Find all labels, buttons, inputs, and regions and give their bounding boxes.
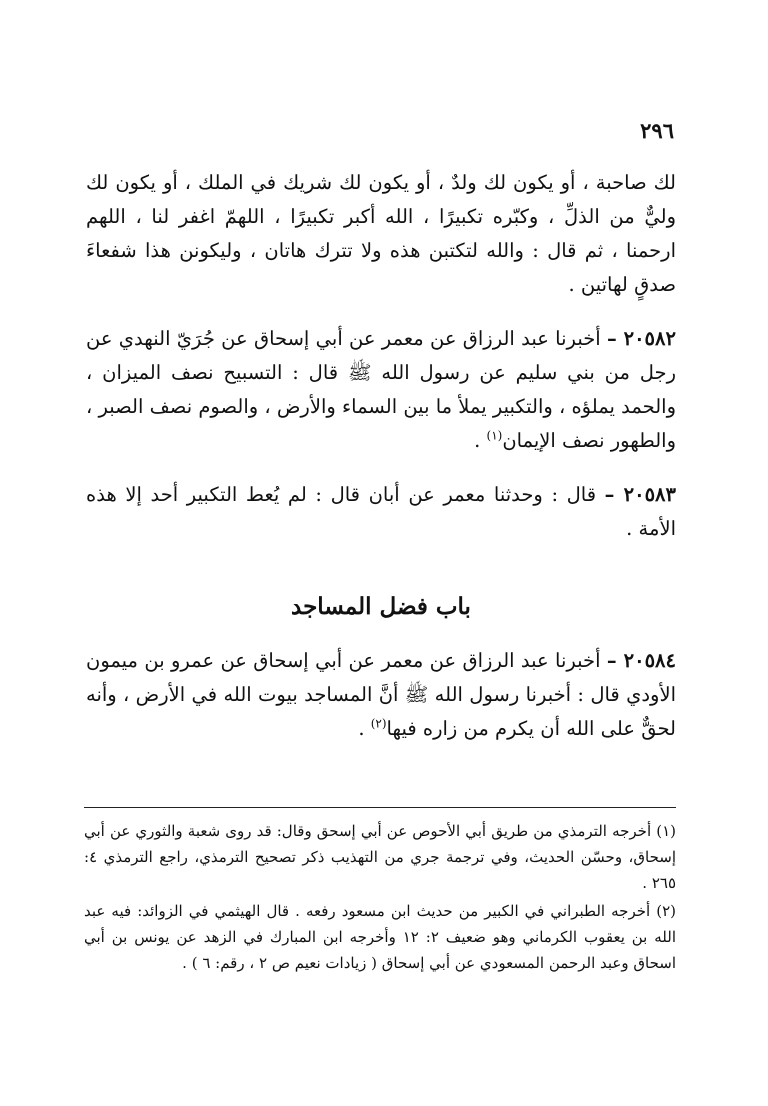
footnote-1: (١) أخرجه الترمذي من طريق أبي الأحوص عن أبي إسحق وقال: قد روى شعبة والثوري عن أبي إسحاق، وحسّن الحديث، وفي ترجمة جري من التهذيب ذكر تصحيح الترمذي، راجع الترمذي ٤: ٢٦٥ . <box>84 822 676 892</box>
hadith-number: ٢٠٥٨٣ – <box>604 483 676 506</box>
footnote-reference: (٢) <box>370 716 387 731</box>
hadith-number: ٢٠٥٨٤ – <box>606 649 677 672</box>
hadith-end: . <box>474 429 487 452</box>
hadith-text: أخبرنا عبد الرزاق عن معمر عن أبي إسحاق عن جُرَيّ النهدي عن رجل من بني سليم عن رسول الله ﷺ قال : التسبيح نصف الميزان ، والحمد يملؤه ، والتكبير يملأ ما بين السماء والأرض ، والصوم نصف الصبر ، والطهور نصف الإيمان <box>86 327 676 452</box>
hadith-number: ٢٠٥٨٢ – <box>606 327 676 350</box>
hadith-text: قال : وحدثنا معمر عن أبان قال : لم يُعط التكبير أحد إلا هذه الأمة . <box>86 483 676 540</box>
hadith-20583 <box>86 478 676 546</box>
hadith-20584 <box>86 644 676 746</box>
hadith-text: أخبرنا عبد الرزاق عن معمر عن أبي إسحاق عن عمرو بن ميمون الأودي قال : أخبرنا رسول الله ﷺ أنَّ المساجد بيوت الله في الأرض ، وأنه لحقٌّ على الله أن يكرم من زاره فيها <box>86 649 676 740</box>
continuation-paragraph: لك صاحبة ، أو يكون لك ولدٌ ، أو يكون لك شريك في الملك ، أو يكون لك وليٌّ من الذلِّ ، وكبّره تكبيرًا ، الله أكبر تكبيرًا ، اللهمّ اغفر لنا ، اللهم ارحمنا ، ثم قال : والله لتكتبن هذه ولا تترك هاتان ، وليكونن هذا شفعاءَ صدقٍ لهاتين . <box>86 171 676 296</box>
footnote-divider <box>84 807 676 808</box>
hadith-end: . <box>358 717 371 740</box>
hadith-20582 <box>86 322 676 458</box>
footnote-reference: (١) <box>486 428 503 443</box>
main-text <box>86 166 676 766</box>
page-number: ٢٩٦ <box>640 118 674 143</box>
chapter-title: باب فضل المساجد <box>291 593 471 620</box>
footnotes <box>84 818 676 978</box>
footnote-2: (٢) أخرجه الطبراني في الكبير من حديث ابن مسعود رفعه . قال الهيثمي في الزوائد: فيه عبد الله بن يعقوب الكرماني وهو ضعيف ٢: ١٢ وأخرجه ابن المبارك في الزهد عن يونس بن أبي اسحاق وعبد الرحمن المسعودي عن أبي إسحاق ( زيادات نعيم ص ٢ ، رقم: ٦ ) . <box>84 902 677 972</box>
